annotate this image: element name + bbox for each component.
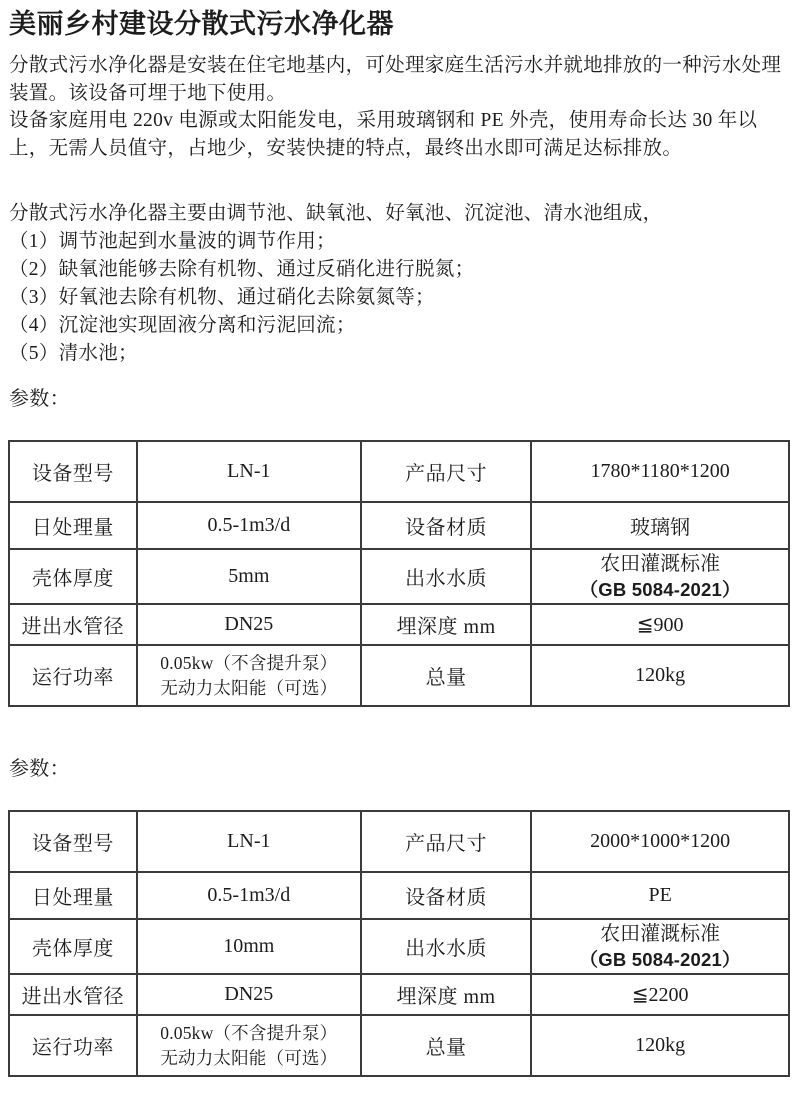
params-label-2: 参数： bbox=[9, 758, 70, 781]
params-label-1: 参数： bbox=[9, 388, 70, 411]
param-label: 埋深度 mm bbox=[361, 604, 531, 645]
table-row bbox=[9, 919, 789, 974]
param-label: 产品尺寸 bbox=[361, 811, 531, 872]
table-row bbox=[9, 645, 789, 706]
param-label: 设备材质 bbox=[361, 502, 531, 549]
component-item-1: （1）调节池起到水量波的调节作用； bbox=[9, 231, 336, 253]
param-label: 出水水质 bbox=[361, 919, 531, 974]
param-value: 1780*1180*1200 bbox=[531, 441, 789, 502]
param-value: LN-1 bbox=[137, 441, 361, 502]
component-item-3: （3）好氧池去除有机物、通过硝化去除氨氮等； bbox=[9, 287, 435, 309]
param-label: 设备材质 bbox=[361, 872, 531, 919]
param-label: 运行功率 bbox=[9, 645, 137, 706]
component-item-4: （4）沉淀池实现固液分离和污泥回流； bbox=[9, 315, 356, 337]
page-title: 美丽乡村建设分散式污水净化器 bbox=[9, 9, 394, 39]
param-value: DN25 bbox=[137, 974, 361, 1015]
param-value: 5mm bbox=[137, 549, 361, 604]
param-value: 10mm bbox=[137, 919, 361, 974]
component-item-2: （2）缺氧池能够去除有机物、通过反硝化进行脱氮； bbox=[9, 259, 475, 281]
param-value: DN25 bbox=[137, 604, 361, 645]
param-value: 120kg bbox=[531, 645, 789, 706]
param-value bbox=[137, 1015, 361, 1076]
table-row bbox=[9, 604, 789, 645]
param-label: 壳体厚度 bbox=[9, 549, 137, 604]
param-label: 埋深度 mm bbox=[361, 974, 531, 1015]
table-row bbox=[9, 502, 789, 549]
component-item-5: （5）清水池； bbox=[9, 343, 138, 365]
param-value: ≦900 bbox=[531, 604, 789, 645]
gb-standard-code: （GB 5084-2021） bbox=[579, 948, 741, 970]
power-line-2: 无动力太阳能（可选） bbox=[160, 677, 338, 698]
param-label: 进出水管径 bbox=[9, 604, 137, 645]
param-label: 日处理量 bbox=[9, 872, 137, 919]
param-label: 出水水质 bbox=[361, 549, 531, 604]
spec-table-2 bbox=[8, 810, 790, 1077]
table-row bbox=[9, 441, 789, 502]
param-label: 总量 bbox=[361, 645, 531, 706]
water-quality-standard-line: 农田灌溉标准 bbox=[600, 922, 721, 945]
table-row bbox=[9, 974, 789, 1015]
intro-section bbox=[9, 52, 790, 162]
param-label: 运行功率 bbox=[9, 1015, 137, 1076]
gb-standard-code: （GB 5084-2021） bbox=[579, 578, 741, 600]
param-label: 壳体厚度 bbox=[9, 919, 137, 974]
param-value: 2000*1000*1200 bbox=[531, 811, 789, 872]
table-row bbox=[9, 1015, 789, 1076]
table-row bbox=[9, 872, 789, 919]
param-value: 0.5-1m3/d bbox=[137, 872, 361, 919]
param-value: LN-1 bbox=[137, 811, 361, 872]
param-label: 进出水管径 bbox=[9, 974, 137, 1015]
table-row bbox=[9, 549, 789, 604]
param-value: ≦2200 bbox=[531, 974, 789, 1015]
param-value: 玻璃钢 bbox=[531, 502, 789, 549]
param-label: 设备型号 bbox=[9, 811, 137, 872]
water-quality-standard-line: 农田灌溉标准 bbox=[600, 552, 721, 575]
components-section bbox=[9, 200, 790, 368]
power-line-1: 0.05kw（不含提升泵） bbox=[160, 652, 338, 673]
param-label: 设备型号 bbox=[9, 441, 137, 502]
intro-paragraph-1: 分散式污水净化器是安装在住宅地基内，可处理家庭生活污水并就地排放的一种污水处理装置。该设备可埋于地下使用。 bbox=[9, 55, 782, 104]
power-line-1: 0.05kw（不含提升泵） bbox=[160, 1022, 338, 1043]
param-value: 120kg bbox=[531, 1015, 789, 1076]
param-value: 0.5-1m3/d bbox=[137, 502, 361, 549]
param-label: 日处理量 bbox=[9, 502, 137, 549]
param-label: 产品尺寸 bbox=[361, 441, 531, 502]
param-value: PE bbox=[531, 872, 789, 919]
intro-paragraph-2: 设备家庭用电 220v 电源或太阳能发电，采用玻璃钢和 PE 外壳，使用寿命长达 30 年以上，无需人员值守，占地少，安装快捷的特点，最终出水即可满足达标排放。 bbox=[9, 110, 758, 159]
table-row bbox=[9, 811, 789, 872]
param-value bbox=[531, 919, 789, 974]
spec-table-1 bbox=[8, 440, 790, 707]
power-line-2: 无动力太阳能（可选） bbox=[160, 1047, 338, 1068]
param-value bbox=[137, 645, 361, 706]
components-intro: 分散式污水净化器主要由调节池、缺氧池、好氧池、沉淀池、清水池组成， bbox=[9, 203, 663, 225]
param-label: 总量 bbox=[361, 1015, 531, 1076]
param-value bbox=[531, 549, 789, 604]
